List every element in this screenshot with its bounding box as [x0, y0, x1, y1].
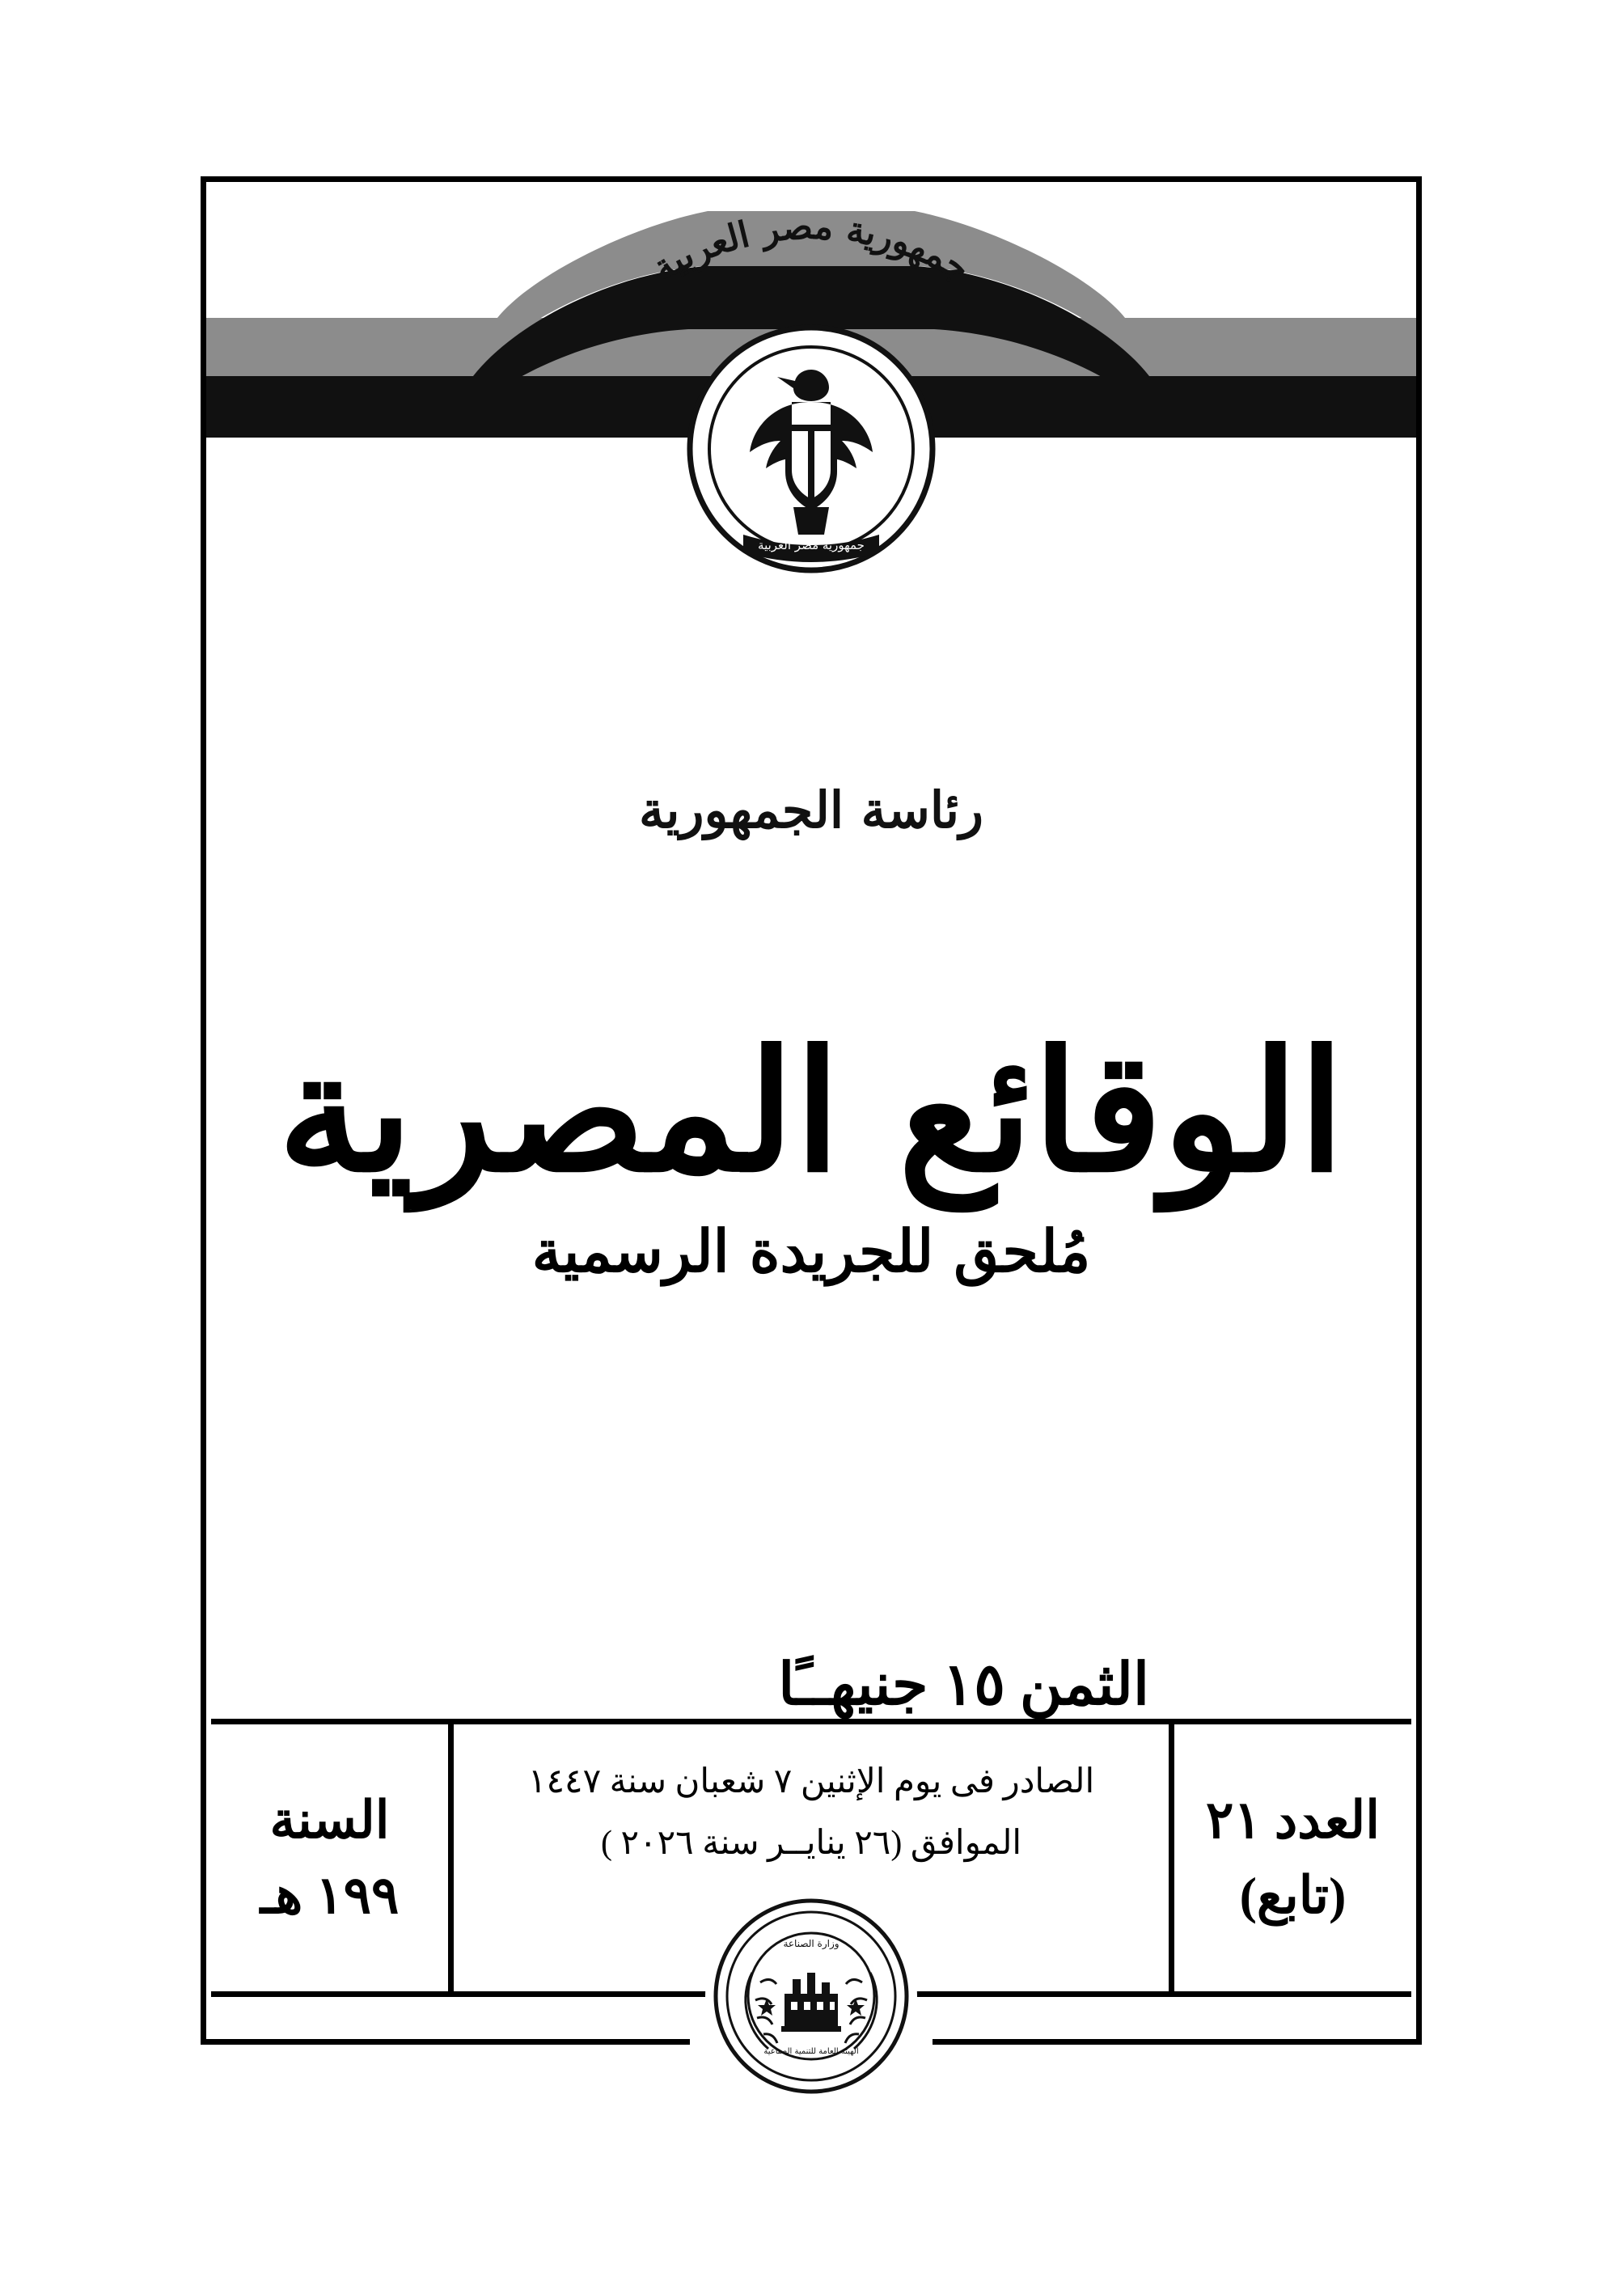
gazette-border-frame: [201, 176, 1422, 2056]
seal-outer-text: وزارة الصناعة: [783, 1938, 839, 1949]
seal-inner-text: الهيئة العامة للتنمية الصناعية: [763, 2047, 859, 2056]
svg-text:جمهورية مصر العربية: جمهورية مصر العربية: [758, 538, 865, 552]
masthead-banner: [206, 182, 1416, 683]
issue-date-gregorian: الموافق (٢٦ ينايــر سنة ٢٠٢٦ ): [600, 1824, 1022, 1862]
issue-suffix-label: (تابع): [1239, 1866, 1347, 1924]
presidency-heading: رئاسة الجمهورية: [639, 781, 983, 840]
issue-date-hijri: الصادر فى يوم الإثنين ٧ شعبان سنة ١٤٤٧: [527, 1763, 1095, 1800]
masthead-title-block: [206, 1015, 1416, 1286]
ministry-of-industry-seal: [710, 1895, 912, 2097]
country-arc-text: جمهورية مصر العربية: [645, 205, 977, 290]
issue-year-cell: [211, 1724, 454, 1992]
page-subtitle: مُلحق للجريدة الرسمية: [531, 1216, 1091, 1286]
issue-number-label: العدد ٢١: [1206, 1791, 1380, 1849]
price-label: الثمن ١٥ جنيهــًا: [778, 1652, 1149, 1717]
issue-number-cell: [1169, 1724, 1411, 1992]
year-label: السنة: [269, 1791, 390, 1849]
year-value: ١٩٩ هـ: [260, 1866, 400, 1924]
banner-ribbon-graphic: [206, 182, 1416, 683]
page-title: الوقائع المصرية: [277, 1015, 1345, 1209]
